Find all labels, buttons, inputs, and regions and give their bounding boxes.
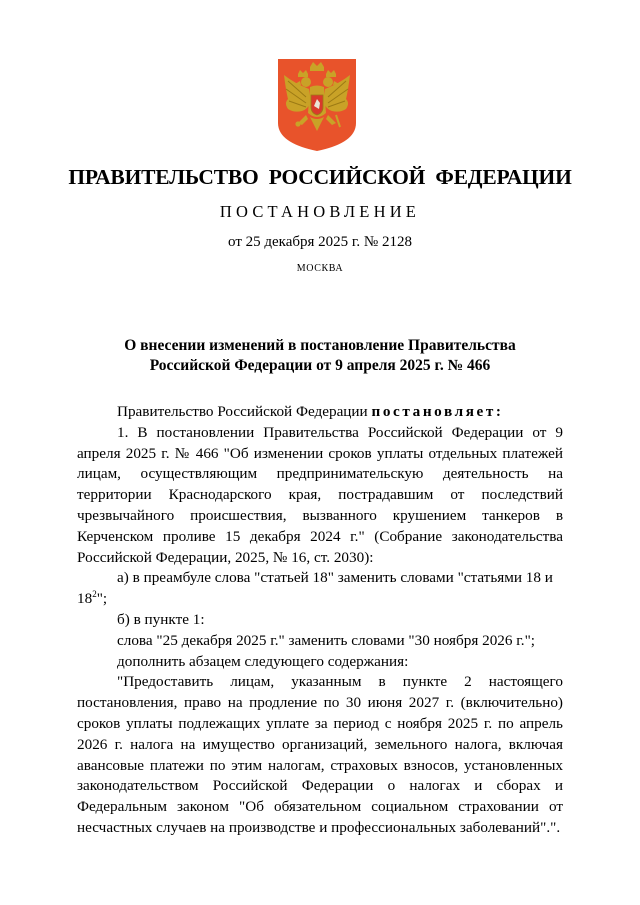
- p2-text: а) в преамбуле слова "статьей 18" заменить словами "статьями 18 и 18: [77, 569, 553, 608]
- p2-superscript: 2: [92, 589, 97, 600]
- document-body: [77, 402, 563, 839]
- document-heading: [80, 336, 560, 376]
- body-paragraph-6: "Предоставить лицам, указанным в пункте 2 настоящего постановления, право на продление по 30 июня 2027 г. (включительно) сроков уплаты подлежащих уплате за период с ноября 2025 г. по апрель 2026 г. налога на имущество организаций, земельного налога, включая авансовые платежи по этим налогам, страховых взносов, установленных законодательством Российской Федерации о налогах и сборах и Федеральным законом "Об обязательном социальном страховании от несчастных случаев на производстве и профессиональных заболеваний".".: [77, 673, 563, 836]
- body-paragraph-1: 1. В постановлении Правительства Российской Федерации от 9 апреля 2025 г. № 466 "Об изменении сроков уплаты отдельных платежей лицам, осуществляющим предпринимательскую деятельность на территории Краснодарского края, пострадавшим от последствий чрезвычайного происшествия, вызванного крушением танкеров в Керченском проливе 15 декабря 2024 г." (Собрание законодательства Российской Федерации, 2025, № 16, ст. 2030):: [77, 423, 563, 566]
- document-city: МОСКВА: [296, 263, 344, 274]
- heading-line-1: О внесении изменений в постановление Правительства: [124, 337, 516, 354]
- intro-text: Правительство Российской Федерации: [117, 403, 372, 420]
- intro-resolves: постановляет:: [371, 403, 504, 420]
- body-paragraph-4: слова "25 декабря 2025 г." заменить словами "30 ноября 2026 г.";: [117, 631, 536, 649]
- body-intro: [77, 402, 563, 423]
- heading-line-2: Российской Федерации от 9 апреля 2025 г. № 466: [149, 357, 491, 374]
- double-headed-eagle-icon: [276, 57, 358, 153]
- body-paragraph-5: дополнить абзацем следующего содержания:: [117, 652, 409, 670]
- document-date-number: от 25 декабря 2025 г. № 2128: [228, 234, 412, 250]
- government-title: ПРАВИТЕЛЬСТВО РОССИЙСКОЙ ФЕДЕРАЦИИ: [68, 165, 572, 189]
- body-paragraph-2: [77, 568, 563, 610]
- p2-tail: ";: [96, 590, 108, 608]
- document-type: ПОСТАНОВЛЕНИЕ: [219, 202, 421, 221]
- body-paragraph-3: б) в пункте 1:: [117, 610, 205, 628]
- coat-of-arms-emblem: [276, 57, 358, 153]
